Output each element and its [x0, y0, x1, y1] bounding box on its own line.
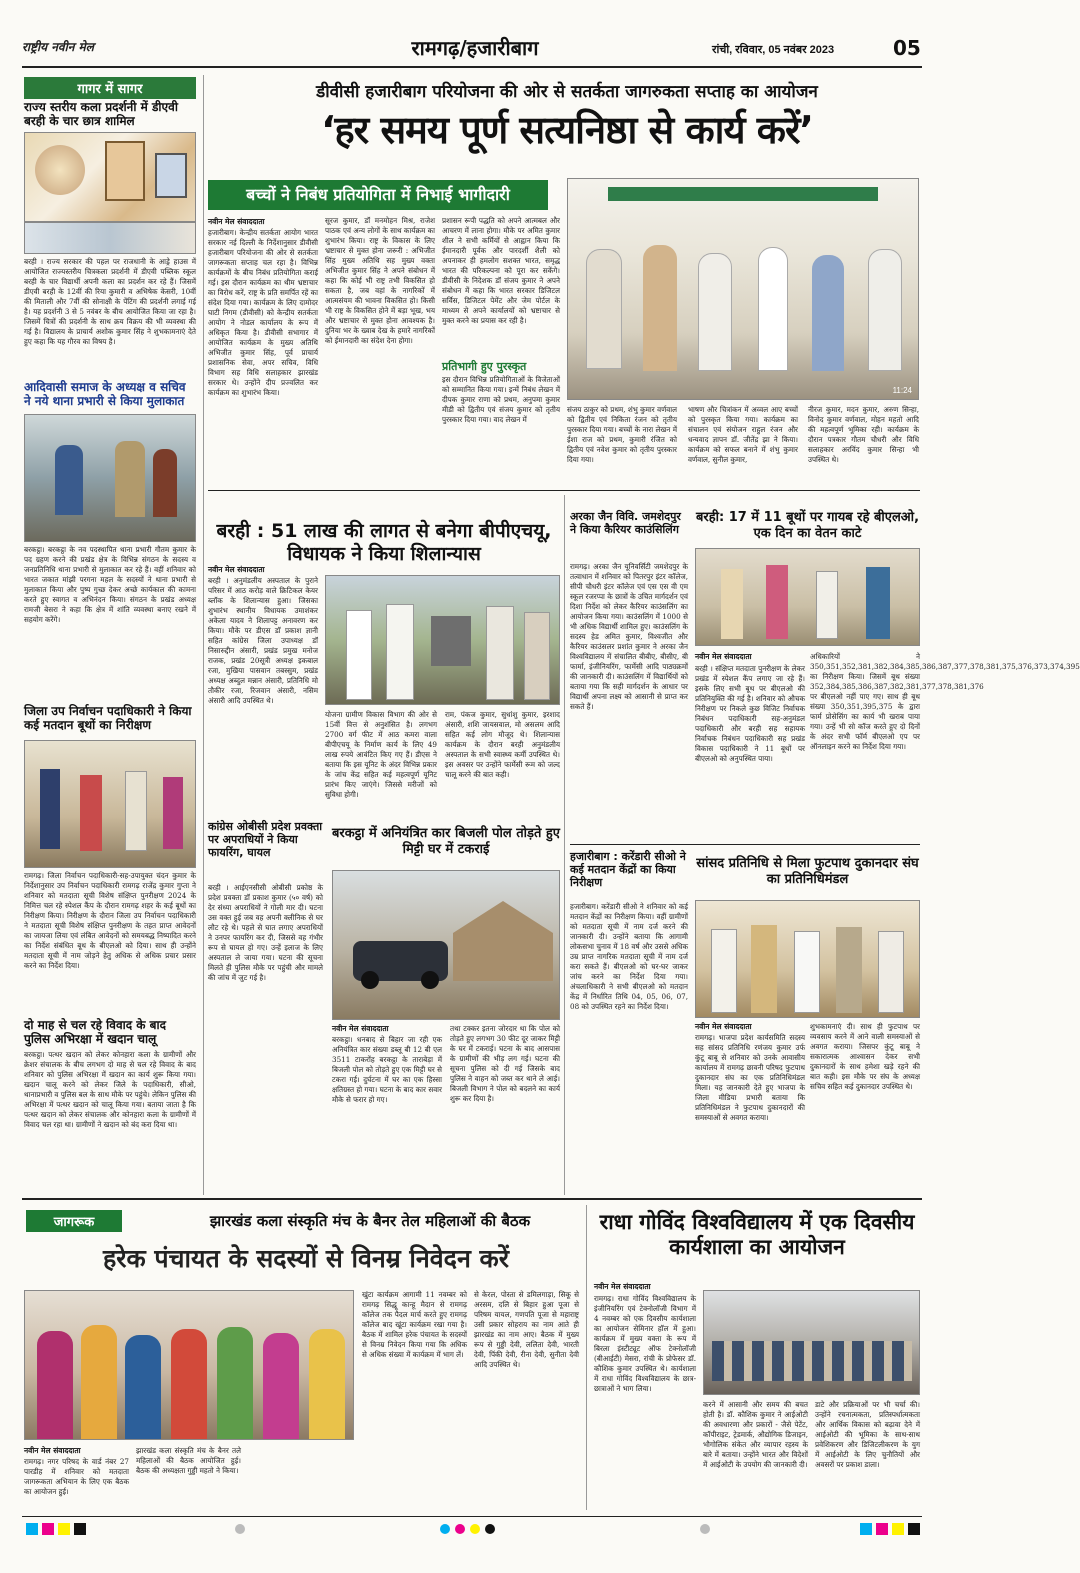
- lead-photo-caption2: भाषण और चित्रांकन में अव्वल आए बच्चों को पुरस्कृत किया गया। कार्यक्रम का संचालन एवं संयोजन राहुल रंजन और धन्यवाद ज्ञापन डॉ. जीतेंद्र झा ने किया। कार्यक्रम को सफल बनाने में शंभु कुमार वर्णवाल, सुनील कुमार,: [688, 405, 801, 464]
- lead-col3: प्रशासन रूपी पद्धति को अपने आत्मबल और आचरण में लाना होगा। मौके पर अमित कुमार शील ने सभी कर्मियों से आह्वान किया कि ईमानदारी पूर्वक और पारदर्शी शैली को अपनाकर ही हमलोग सशक्त भारत, समृद्ध भारत की परिकल्पना को पूरा कर सकेंगे। डीवीसी के निदेशक डॉ संजय कुमार ने अपने संबोधन में कहा कि भारत सरकार डिजिटल सर्विस, डिजिटल पेमेंट और जेम पोर्टल के माध्यम से अपने कार्यालयों को भ्रष्टाचार से मुक्त करने का प्रयास कर रही है।: [442, 216, 563, 325]
- congress-headline: कांग्रेस ओबीसी प्रदेश प्रवक्ता पर अपराधियों ने किया फायरिंग, घायल: [208, 820, 323, 860]
- voter-body: हजारीबाग। करेंडारी सीओ ने शनिवार को कई मतदान केंद्रों का निरीक्षण किया। वहीं ग्रामीणों को मतदाता सूची में नाम दर्ज करने की जानकारी दी। उन्होंने बताया कि आगामी लोकसभा चुनाव में 18 वर्ष और उससे अधिक उम्र प्राप्त नागरिक मतदाता सूची में नाम दर्ज करा सकते हैं। बीएलओ को घर-घर जाकर जांच करने का निर्देश दिया गया। अंचलाधिकारी ने सभी बीएलओ को मतदान केंद्र में निर्धारित तिथि 04, 05, 06, 07, 08 को उपस्थित रहने का निर्देश दिया।: [570, 902, 691, 1011]
- jharkhand-col1: रामगढ़। नगर परिषद के वार्ड नंबर 27 पारडीह में शनिवार को मतदाता जागरूकता अभियान के लिए एक बैठक का आयोजन हुई।: [24, 1457, 132, 1496]
- mp-meeting-photo: [695, 900, 920, 1018]
- lead-col1: हजारीबाग। केन्द्रीय सतर्कता आयोग भारत सरकार नई दिल्ली के निर्देशानुसार डीवीसी हजारीबाग परियोजना की ओर से सतर्कता जागरूकता सप्ताह चल रहा है। विभिन्न कार्यक्रमों के बीच निबंध प्रतियोगिता कराई गई। इस दौरान कार्यक्रम का थीम भ्रष्टाचार का विरोध करें, राष्ट्र के प्रति समर्पित रहें का संदेश दिया गया। कार्यक्रम के लिए दामोदर घाटी निगम (डीवीसी) को केन्द्रीय सतर्कता आयोग ने नोडल कार्यालय के रूप में अधिकृत किया है। डीवीसी सभागार में आयोजित कार्यक्रम के मुख्य अतिथि अभिजीत कुमार सिंह, पूर्व प्राचार्य प्रशासनिक सेवा, अपर सचिव, विधि विभाग सह विधि सलाहकार झारखंड सरकार थे। उन्होंने दीप प्रज्वलित कर कार्यक्रम का शुभारंभ किया।: [208, 228, 321, 397]
- dateline: रांची, रविवार, 05 नवंबर 2023: [712, 44, 835, 56]
- radha-col1: रामगढ़। राधा गोविंद विश्वविद्यालय के इंजीनियरिंग एवं टेक्नोलॉजी विभाग में 4 नवम्बर को एक दिवसीय कार्यशाला का आयोजन सेमिनार हॉल में हुआ। कार्यक्रम में मुख्य वक्ता के रूप में बिरला इंस्टीट्यूट ऑफ टेक्नोलॉजी (बीआईटी) मेसरा, रांची के प्रोफेसर डॉ. कौशिक कुमार उपस्थित थे। कार्यशाला में राधा गोविंद विश्वविद्यालय के छात्र-छात्राओं ने भाग लिया।: [594, 1294, 699, 1393]
- workshop-photo: [703, 1290, 920, 1395]
- reg-dot: [440, 1524, 450, 1534]
- booths-col2: अधिकारियों ने 350,351,352,381,382,384,385,386,387,377,378,381,375,376,373,374,395 का निरीक्षण किया। जिसमें बूथ संख्या 352,384,385,386,387,382,381,377,378,381,376 पर बीएलओ नहीं पाए गए। साथ ही बूथ संख्या 350,351,395,375 के द्वारा फार्म प्रोसेसिंग का कार्य भी खराब पाया गया। उन्हें भी सो कॉज करते हुए दो दिनों के अंदर सभी फॉर्म बीएलओ एप पर ऑनलाइन करने का निर्देश दिया गया।: [810, 652, 1080, 751]
- jharkhand-col3: खुंटा कार्यक्रम आगामी 11 नवम्बर को रामगढ़ सिद्धू कान्हू मैदान से रामगढ़ कॉलेज तक पैदल मार्च करते हुए रामगढ़ कॉलेज बाद खूंटा कार्यक्रम रखा गया है। बैठक में शामिल हरेक पंचायत के सदस्यों से विनम्र निवेदन किया गया कि अधिक से अधिक संख्या में कार्यक्रम में भाग लें।: [362, 1290, 470, 1359]
- center-divider: [564, 495, 565, 1195]
- lead-byline: नवीन मेल संवाददाता: [208, 217, 265, 226]
- sidebar-story3-body: रामगढ़। जिला निर्वाचन पदाधिकारी-सह-उपायुक्त चंदन कुमार के निर्देशानुसार उप निर्वाचन पदाधिकारी रामगढ़ राजेंद्र कुमार गुप्ता ने शनिवार को मतदाता सूची विशेष संक्षिप्त पुनरीक्षण 2024 के निमित्त चल रहे स्पेशल कैंप के दौरान रामगढ़ शहर के कई बूथों का निरीक्षण किया। निरीक्षण के दौरान जिला उप निर्वाचन पदाधिकारी ने मतदाता सूची विशेष संक्षिप्त पुनरीक्षण के तहत प्राप्त आवेदनों का जायजा लिया एवं लंबित आवेदनों को समयबद्ध निष्पादित करने का निर्देश संबंधित बूथ के बीएलओ को दिया। साथ ही उन्होंने मतदाता सूची में नाम जोड़ने हेतु अधिक से अधिक प्रचार प्रसार करने का निर्देश दिया।: [24, 871, 199, 970]
- reg-mark-black: [74, 1523, 86, 1535]
- jharkhand-headline-main: हरेक पंचायत के सदस्यों से विनम्र निवेदन करें: [103, 1244, 509, 1273]
- women-meeting-photo: [24, 1290, 354, 1440]
- arka-headline: अरका जैन विवि. जमशेदपुर ने किया कैरियर काउंसिलिंग: [570, 510, 681, 537]
- jharkhand-byline: नवीन मेल संवाददाता: [24, 1446, 81, 1455]
- reg-dot: [700, 1524, 710, 1534]
- reg-dot: [485, 1524, 495, 1534]
- reg-dot: [470, 1524, 480, 1534]
- page-number: 05: [893, 36, 921, 60]
- reg-mark-yellow: [892, 1523, 904, 1535]
- barkatha-headline: बरकट्ठा में अनियंत्रित कार बिजली पोल तोड़ते हुए मिट्टी घर में टकराई: [332, 826, 560, 857]
- jharkhand-col2: झारखंड कला संस्कृति मंच के बैनर तले महिलाओं की बैठक आयोजित हुई। बैठक की अध्यक्षता गुड्डी महतो ने किया।: [136, 1446, 244, 1475]
- bottom-divider: [586, 1205, 587, 1510]
- mp-headline: सांसद प्रतिनिधि से मिला फुटपाथ दुकानदार संघ का प्रतिनिधिमंडल: [696, 856, 919, 887]
- students-photo: [24, 222, 196, 254]
- brand-logo: राष्ट्रीय नवीन मेल: [22, 40, 94, 54]
- booths-headline: बरही: 17 में 11 बूथों पर गायब रहे बीएलओ, एक दिन का वेतन काटे: [695, 510, 920, 541]
- sidebar-story2-title: आदिवासी समाज के अध्यक्ष व सचिव ने नये थाना प्रभारी से किया मुलाकात: [24, 380, 186, 409]
- mp-col2: शुभकामनाएं दी। साथ ही फुटपाथ पर व्यवसाय करने में आने वाली समस्याओं से अवगत कराया। जिसपर कुंटू बाबू ने सकारात्मक आश्वासन देकर सभी दुकानदारों के साथ हमेशा खड़े रहने की बात कही। इस मौके पर संघ के अध्यक्ष सचिव सहित कई दुकानदार उपस्थित थे।: [810, 1022, 923, 1091]
- police-meeting-photo: [24, 414, 196, 542]
- reg-mark-yellow: [58, 1523, 70, 1535]
- booths-col1: बरही । संक्षिप्त मतदाता पुनरीक्षण के लेकर प्रखंड में स्पेशल कैंप लगाए जा रहे हैं। इसके लिए सभी बूथ पर बीएलओ की प्रतिनियुक्ति की गई है। शनिवार को औचक निरीक्षण पर निकले कुछ विजिट निर्वाचक निबंधन पदाधिकारी सह-अनुमंडल पदाधिकारी और बरही सह सहायक निर्वाचक निबंधन पदाधिकारी सह प्रखंड विकास पदाधिकारी ने 11 बूथों पर बीएलओ को अनुपस्थित पाया।: [695, 664, 808, 763]
- right-mid-rule: [570, 844, 920, 845]
- lead-headline-top: डीवीसी हजारीबाग परियोजना की ओर से सतर्कता जागरुकता सप्ताह का आयोजन: [316, 82, 818, 102]
- footer-rule: [22, 1516, 922, 1517]
- bottom-section-rule: [22, 1198, 922, 1200]
- foundation-stone-photo: [325, 575, 560, 705]
- reg-mark-cyan: [26, 1523, 38, 1535]
- sidebar-kicker: गागर में सागर: [24, 77, 196, 99]
- jagruk-kicker: जागरूक: [26, 1210, 122, 1232]
- booths-byline: नवीन मेल संवाददाता: [695, 652, 752, 661]
- congress-body: बरही । आईएनसीसी ओबीसी प्रकोष्ठ के प्रदेश प्रवक्ता डॉ प्रकाश कुमार (५० वर्ष) को देर संध्या अपराधियों ने गोली मार दी। घटना उस वक्त हुई जब वह अपनी क्लीनिक से घर लौट रहे थे। पहले से घात लगाए अपराधियों ने उनपर फायरिंग कर दी, जिससे वह गंभीर रूप से घायल हो गए। उन्हें इलाज के लिए अस्पताल ले जाया गया। घटना की सूचना मिलते ही पुलिस मौके पर पहुंची और मामले की जांच में जुट गई है।: [208, 883, 326, 982]
- photo-timestamp: 11:24: [892, 386, 912, 395]
- lead-subhead: बच्चों ने निबंध प्रतियोगिता में निभाई भागीदारी: [208, 180, 548, 210]
- car-accident-photo: [332, 870, 560, 1020]
- barhi-headline: बरही : 51 लाख की लागत से बनेगा बीपीएचयू, विधायक ने किया शिलान्यास: [216, 520, 552, 565]
- sidebar-story1-title: राज्य स्तरीय कला प्रदर्शनी में डीएवी बरही के चार छात्र शामिल: [24, 100, 178, 129]
- radha-col2: करने में आसानी और समय की बचत होती है। डॉ. कौशिक कुमार ने आईओटी की अवधारणा और प्रकारों - जैसे पेटेंट, कॉपीराइट, ट्रेडमार्क, औद्योगिक डिजाइन, भौगोलिक संकेत और व्यापार रहस्य के बारे में बताया। उन्होंने भारत और विदेशों में आईओटी के उपयोग की जानकारी दी।: [703, 1400, 811, 1469]
- reg-mark-black: [908, 1523, 920, 1535]
- sidebar-story2-body: बरकट्ठा। बरकट्ठा के नव पदस्थापित थाना प्रभारी गौतम कुमार के पद ग्रहण करने की प्रखंड क्षेत्र के विभिन्न संगठन के सदस्य व जनप्रतिनिधि थाना प्रभारी से मुलाकात कर रहे हैं। वहीं शनिवार को भारत जकात मांझी परगना महल के सदस्यों ने थाना प्रभारी से मुलाकात किया और पुष्प गुच्छ देकर अच्छे कार्यकाल की कामना करते हुए स्वागत व अभिनंदन किया। संगठन के प्रखंड अध्यक्ष रामजी बेसरा ने कहा कि क्षेत्र में शांति व्यवस्था बनाए रखने में सहयोग करेंगे।: [24, 545, 199, 624]
- barhi-col1: बरही । अनुमंडलीय अस्पताल के पुराने परिसर में आठ करोड़ वाले क्रिटिकल केयर ब्लॉक के शिलान्यास हुआ। जिसका शुभारंभ स्थानीय विधायक उमाशंकर अकेला यादव ने शिलापट्ट अनावरण कर किया। मौके पर डीएस डॉ प्रकाश ज्ञानी सहित कांग्रेस जिला उपाध्यक्ष डॉ निसारुद्दीन अंसारी, प्रखंड प्रमुख मनोज राजक, प्रखंड 20सूत्री अध्यक्ष इकबाल रजा, मुखिया पासवान तबस्सुम, प्रखंड अध्यक्ष अब्दुल मन्नान अंसारी, प्रतिनिधि मो तौकीर रजा, रिजवान अंसारी, नसिम अंसारी आदि उपस्थित थे।: [208, 576, 321, 705]
- art-exhibition-photo: [24, 132, 196, 222]
- lead-col2: सूरज कुमार, डॉ मनमोहन मिश्र, राजेश पाठक एवं अन्य लोगों के साथ कार्यक्रम का शुभारंभ किया। राष्ट्र के विकास के लिए भ्रष्टाचार से मुक्त होना जरूरी : अभिजीत सिंह मुख्य अतिथि सह मुख्य वक्ता अभिजीत कुमार सिंह ने अपने संबोधन में कहा कि कोई भी राष्ट्र तभी विकसित हो सकता है, जब वहां के नागरिकों में आत्मसंयम की भावना विकसित हो। किसी भी राष्ट्र के विकसित होने में बड़ा भूख, भय और भ्रष्टाचार से मुक्त होना आवश्यक है। दुनिया भर के ख्वाब देख के हमारे नागरिकों को ईमानदारी का संदेश देना होगा।: [325, 216, 438, 345]
- radha-headline: राधा गोविंद विश्वविद्यालय में एक दिवसीय कार्यशाला का आयोजन: [599, 1210, 915, 1260]
- lead-col3b: इस दौरान विभिन्न प्रतियोगिताओं के विजेताओं को सम्मानित किया गया। इन्में निबंध लेखन में दीपक कुमार राणा को प्रथम, अनुपमा कुमार मीडी को द्वितीय एवं संजय कुमार को तृतीय पुरस्कार दिया गया। वाद लेखन में: [442, 375, 563, 424]
- reg-dot: [235, 1524, 245, 1534]
- barhi-col3: राम, पंकज कुमार, सुधांशु कुमार, इरशाद अंसारी, शशि जायसवाल, मो असलम आदि सहित कई लोग मौजूद थे। शिलान्यास कार्यक्रम के दौरान बरही अनुमंडलीय अस्पताल के सभी स्वास्थ्य कर्मी उपस्थित थे। इस अवसर पर उन्होंने फार्मेसी रूम को जल्द चालू करने की बात कही।: [445, 710, 563, 779]
- lead-subhead2: प्रतिभागी हुए पुरस्कृत: [442, 360, 527, 373]
- section-title: रामगढ़/हजारीबाग: [411, 36, 539, 60]
- lead-photo-caption1: संजय ठाकुर को प्रथम, शंभु कुमार वर्णवाल को द्वितीय एवं निकिता रंजन को तृतीय पुरस्कार दिया गया। बच्चों के नारा लेखन में ईशा राज को प्रथम, कुमारी रंजित को द्वितीय एवं नवेश कुमार को तृतीय पुरस्कार दिया गया।: [567, 405, 680, 464]
- barkatha-col2: तथा टक्कर इतना जोरदार था कि पोल को तोड़ते हुए लगभग 30 फीट दूर जाकर मिट्टी के घर में टकराई। घटना के बाद आसपास के ग्रामीणों की भीड़ लग गई। घटना की सूचना पुलिस को दी गई जिसके बाद पुलिस ने वाहन को जब्त कर थाने ले आई। बिजली विभाग ने पोल को बदलने का कार्य शुरू कर दिया है।: [450, 1024, 563, 1103]
- lead-headline-main: ‘हर समय पूर्ण सत्यनिष्ठा से कार्य करें’: [321, 108, 813, 152]
- booth-inspection-photo: [24, 740, 196, 868]
- mp-byline: नवीन मेल संवाददाता: [695, 1022, 752, 1031]
- barhi-byline: नवीन मेल संवाददाता: [208, 565, 265, 574]
- sidebar-story1-body: बरही । राज्य सरकार की पहल पर राजधानी के आड्रे हाउस में आयोजित राज्यस्तरीय चित्रकला प्रदर्शनी में डीएवी पब्लिक स्कूल बरही के चार विद्यार्थी अपनी कला का प्रदर्शन कर रहे हैं। जिसमें डीएवी बरही के 12वीं की रिया कुमारी व अभिषेक केसरी, 10वीं की मिताली और 7वीं की सोनाक्षी के पेंटिंग की प्रदर्शनी लगाई गई है। यह प्रदर्शनी 3 से 5 नवंबर के बीच आयोजित किया जा रहा है। जिसमें चित्रों की प्रदर्शनी के साथ क्रय विक्रय की भी व्यवस्था की गई है। विद्यालय के प्राचार्य अशोक कुमार सिंह ने शुभकामनाएं देते हुए कहा कि यह गौरव का विषय है।: [24, 257, 199, 346]
- reg-dot: [455, 1524, 465, 1534]
- sidebar-story4-body: बरकट्ठा। पत्थर खदान को लेकर कोनहारा कला के ग्रामीणों और क्रेशर संचालक के बीच लगभग दो माह से चल रहे विवाद के बाद शनिवार को पुलिस अभिरक्षा में खदान का कार्य शुरू किया गया। खदान चालू करने को लेकर जिले के पदाधिकारी, सीओ, थानाप्रभारी व पुलिस बल के साथ मौके पर पहुंचे। लेकिन पुलिस की अभिरक्षा में पत्थर खदान को चालू किया गया। बताया जाता है कि पत्थर खदान को लेकर संचालक और कोनहारा कला के ग्रामीणों में विवाद चल रहा था। ग्रामीणों ने खदान को बंद करा दिया था।: [24, 1050, 199, 1129]
- reg-mark-cyan: [860, 1523, 872, 1535]
- jharkhand-headline-top: झारखंड कला संस्कृति मंच के बैनर तेल महिलाओं की बैठक: [209, 1212, 531, 1230]
- radha-byline: नवीन मेल संवाददाता: [594, 1282, 651, 1291]
- masthead-rule: [22, 66, 922, 68]
- lead-photo-caption3: नीरज कुमार, मदन कुमार, अरुण सिन्हा, विनोद कुमार वर्णवाल, मोहन महतो आदि की महत्वपूर्ण भूमिका रही। कार्यक्रम के दौरान पत्रकार गौतम चौधरी और विधि सलाहकार अरविंद कुमार सिन्हा भी उपस्थित थे।: [808, 405, 922, 464]
- reg-mark-magenta: [876, 1523, 888, 1535]
- voter-headline: हजारीबाग : करेंडारी सीओ ने कई मतदान केंद्रों का किया निरीक्षण: [570, 850, 686, 890]
- lead-bottom-rule: [208, 490, 920, 491]
- barkatha-col1: बरकट्ठा। धनबाद से बिहार जा रही एक अनियंत्रित कार संख्या डब्लू बी 12 बी एल 3511 टाकरोंह बरकट्ठा के ताराबेड़ा में बिजली पोल को तोड़ते हुए एक मिट्टी घर से टकरा गई। दुर्घटना में घर का एक हिस्सा क्षतिग्रस्त हो गया। घटना के बाद कार सवार मौके से फरार हो गए।: [332, 1035, 445, 1104]
- radha-col3: डाटे और प्रक्रियाओं पर भी चर्चा की। उन्होंने रचनात्मकता, प्रतिस्पर्धात्मकता और आर्थिक विकास को बढ़ावा देने में आईओटी की भूमिका के साथ-साथ प्रवेशिकरण और डिजिटलीकरण के युग में आईओटी के लिए चुनौतियों और अवसरों पर प्रकाश डाला।: [815, 1400, 923, 1469]
- jharkhand-col4: से केरल, पोस्ता से डमिलगाड़ा, सिकू से अरसम, दलि से बिहार हुआ पूजा से परिषम यायल, गणपति पूजा से महाराष्ट्र उसी प्रकार सोहराय का नाम आते ही झारखंड का नाम आए। बैठक में मुख्य रूप से गुड्डी देवी, ललिता देवी, भारती देवी, पिंकी देवी, रीना देवी, सुनीता देवी आदि उपस्थित थे।: [474, 1290, 582, 1369]
- sidebar-story3-title: जिला उप निर्वाचन पदाधिकारी ने किया कई मतदान बूथों का निरीक्षण: [24, 704, 192, 733]
- barkatha-byline: नवीन मेल संवाददाता: [332, 1024, 389, 1033]
- reg-mark-magenta: [42, 1523, 54, 1535]
- arka-body: रामगढ़। अरका जैन यूनिवर्सिटी जमशेदपुर के तत्वाधान में शनिवार को पितरपुर इंटर कॉलेज, सीपी चौधरी इंटर कॉलेज एवं एस एस वी एम स्कूल रजरप्पा के छात्रों के उचित मार्गदर्शन एवं दिशा निर्देश को लेकर कैरियर काउंसलिंग का आयोजन किया गया। काउंसलिंग में 1000 से भी अधिक विद्यार्थी शामिल हुए। काउंसलिंग के सदस्य हेड अमित कुमार, विश्वजीत और कैरियर काउंसलर प्रशांत कुमार ने अरका जैन विश्वविद्यालय में संचालित बीबीए, बीसीए, बी फार्मा, इंजीनियरिंग, फार्मेसी आदि पाठ्यक्रमों की जानकारी दी। काउंसलिंग में विद्यार्थियों को बताया गया कि सही मार्गदर्शन के आधार पर विद्यार्थी अपना लक्ष्य को आसानी से प्राप्त कर सकते हैं।: [570, 562, 691, 711]
- mp-col1: रामगढ़। भाजपा प्रदेश कार्यसमिति सदस्य सह सांसद प्रतिनिधि रणंजय कुमार उर्फ कुंटू बाबू से शनिवार को उनके आवासीय कार्यालय में रामगढ़ छावनी परिषद फुटपाथ दुकानदार संघ का एक प्रतिनिधिमंडल मिला। यह जानकारी देते हुए भाजपा के जिला मीडिया प्रभारी बताया कि प्रतिनिधिमंडल ने फुटपाथ दुकानदारों की समस्याओं से अवगत कराया।: [695, 1033, 808, 1122]
- barhi-col2: योजना ग्रामीण विकास विभाग की ओर से 15वीं वित्त से अनुशंसित है। लगभग 2700 वर्ग फीट में आठ कमरा वाला बीपीएचयू के निर्माण कार्य के लिए 49 लाख रुपये आवंटित किए गए हैं। डीएस ने बताया कि इस यूनिट के अंदर विभिन्न प्रकार के जांच केंद्र सहित कई महत्वपूर्ण यूनिट प्रारंभ किए जाएंगे। जिससे मरीजों को सुविधा होगी।: [325, 710, 440, 799]
- blo-photo: [695, 548, 920, 646]
- sidebar-story4-title: दो माह से चल रहे विवाद के बाद पुलिस अभिरक्षा में खदान चालू: [24, 1018, 167, 1047]
- dvc-event-photo: [567, 178, 919, 400]
- sidebar-divider: [203, 75, 204, 1195]
